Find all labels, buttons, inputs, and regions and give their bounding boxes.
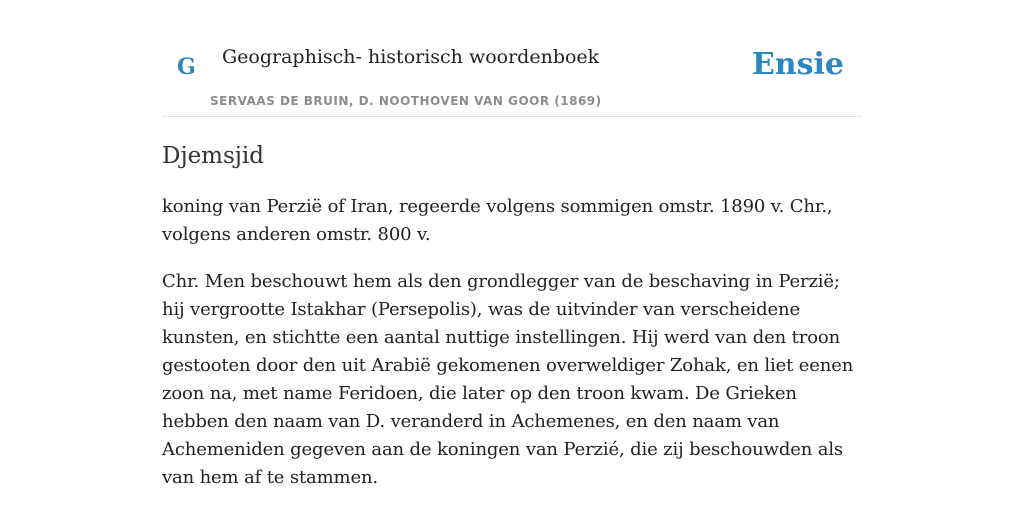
entry-paragraph: koning van Perzië of Iran, regeerde volgens sommigen omstr. 1890 v. Chr., volgens anderen omstr. 800 v. <box>162 195 833 245</box>
ensie-brand-logo[interactable]: Ensie <box>751 47 844 82</box>
book-header <box>162 0 862 117</box>
entry-paragraph: Chr. Men beschouwt hem als den grondlegger van de beschaving in Perzië; hij vergrootte Istakhar (Persepolis), was de uitvinder van verscheidene kunsten, en stichtte een aantal nuttige instellingen. Hij werd van den troon gestooten door den uit Arabië gekomenen overweldiger Zohak, en liet eenen zoon na, met name Feridoen, die later op den troon kwam. De Grieken hebben den naam van D. veranderd in Achemenes, en den naam van Achemeniden gegeven aan de koningen van Perzié, die zij beschouwden als van hem af te stammen. <box>162 270 854 488</box>
page-container <box>162 0 862 492</box>
book-logo-letter[interactable]: G <box>177 54 196 80</box>
entry-title: Djemsjid <box>162 143 265 169</box>
book-title[interactable]: Geographisch- historisch woordenboek <box>222 46 600 68</box>
book-author: SERVAAS DE BRUIN, D. NOOTHOVEN VAN GOOR (1869) <box>210 94 602 108</box>
